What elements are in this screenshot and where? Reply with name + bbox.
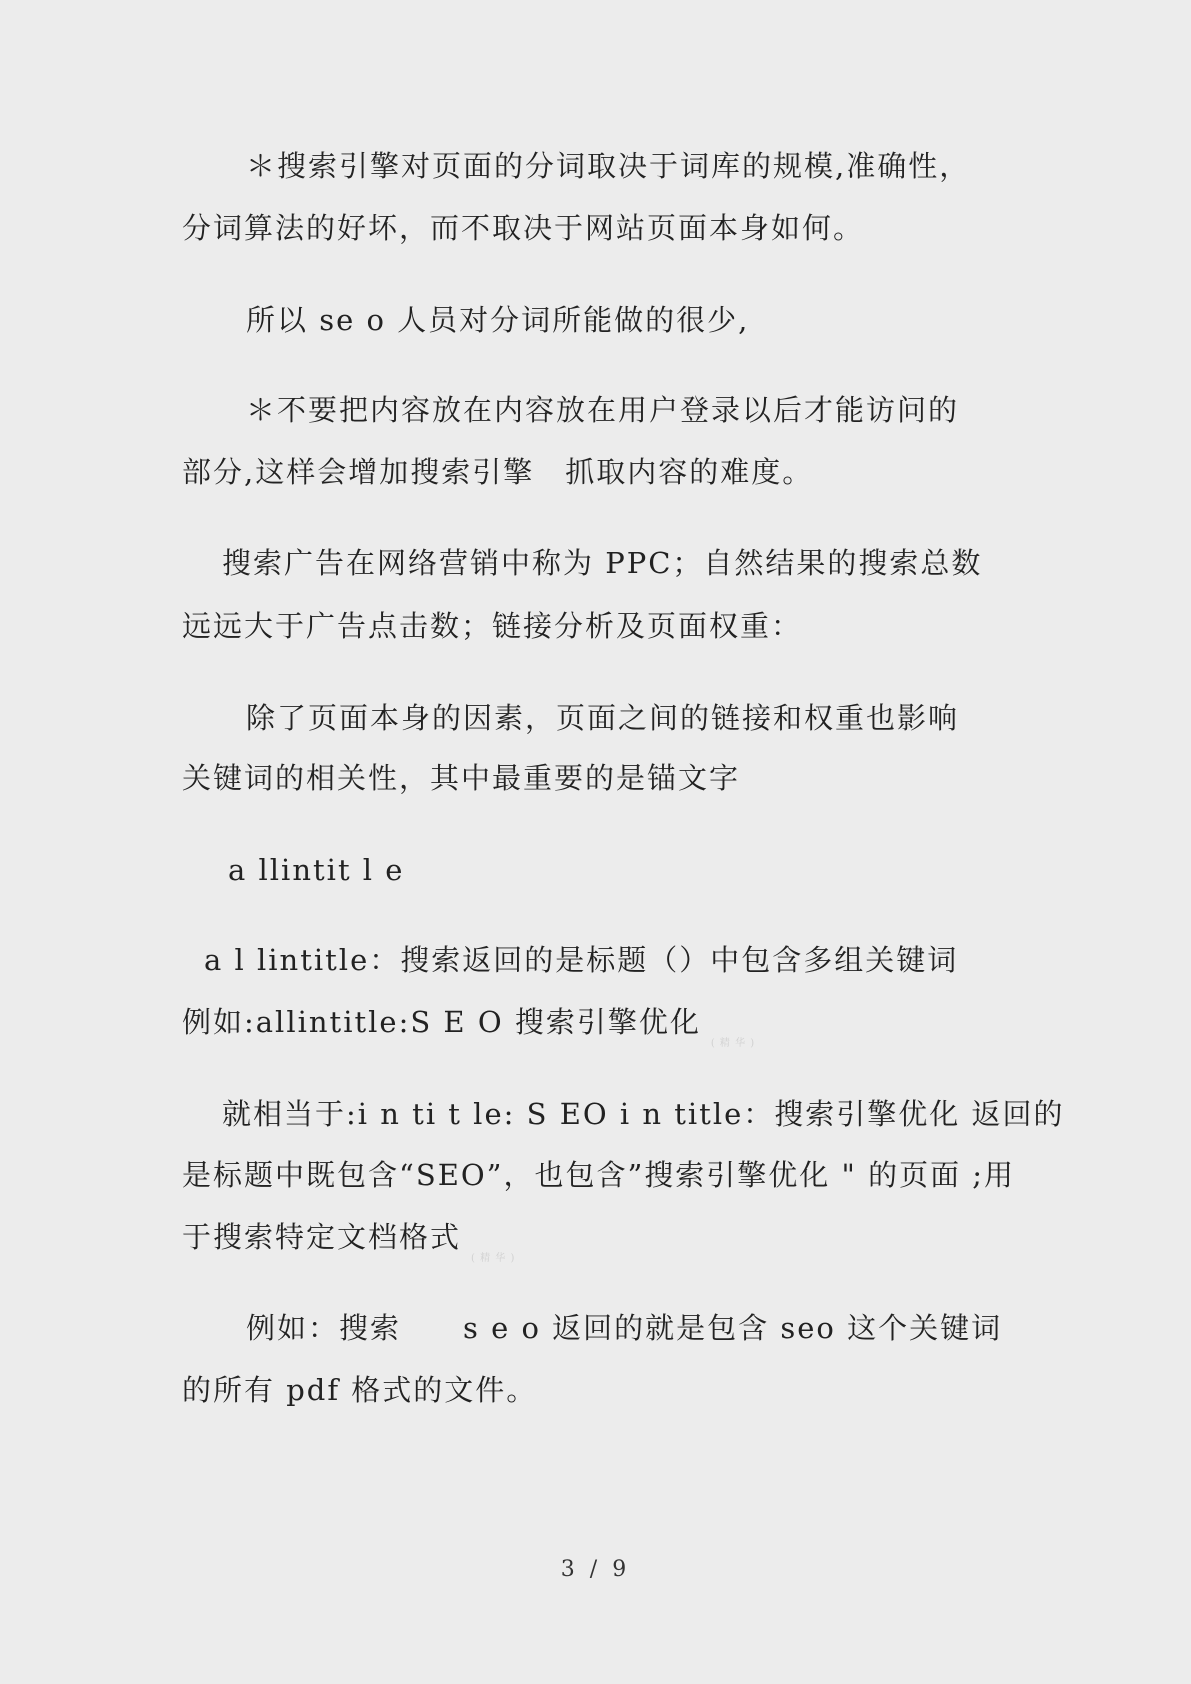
- text-line: 部分,这样会增加搜索引擎 抓取内容的难度。: [182, 455, 814, 489]
- text-line: a l lintitle：搜索返回的是标题（）中包含多组关键词: [204, 943, 959, 977]
- text-line: a llintit l e: [228, 853, 405, 887]
- page-number: 3 / 9: [560, 1557, 631, 1582]
- text-line-with-watermark: [182, 1217, 515, 1279]
- watermark-label: ( 精 华 ): [471, 1253, 516, 1264]
- text-line: 远远大于广告点击数；链接分析及页面权重：: [182, 609, 803, 643]
- text-line: 分词算法的好坏，而不取决于网站页面本身如何。: [182, 211, 865, 245]
- text-line: 除了页面本身的因素，页面之间的链接和权重也影响: [246, 701, 960, 735]
- text-line: ＊不要把内容放在内容放在用户登录以后才能访问的: [246, 393, 960, 427]
- text-line: 关键词的相关性，其中最重要的是锚文字: [182, 761, 741, 795]
- text-line: 所以 se o 人员对分词所能做的很少,: [246, 303, 750, 337]
- text-line: 是标题中既包含“SEO”，也包含”搜索引擎优化 " 的页面 ;用: [182, 1158, 1016, 1192]
- text-line: 例如:allintitle:S E O 搜索引擎优化: [182, 1005, 701, 1039]
- watermark-label: ( 精 华 ): [710, 1038, 756, 1049]
- text-line: 的所有 pdf 格式的文件。: [182, 1373, 538, 1407]
- text-line: ＊搜索引擎对页面的分词取决于词库的规模,准确性，: [246, 149, 971, 183]
- text-line: 于搜索特定文档格式: [182, 1220, 462, 1254]
- text-line: 搜索广告在网络营销中称为 PPC；自然结果的搜索总数: [222, 546, 983, 580]
- text-line: 就相当于:i n ti t le: S EO i n title：搜索引擎优化 返回的: [222, 1097, 1065, 1131]
- text-line-with-watermark: [182, 1002, 755, 1064]
- text-line: 例如：搜索 s e o 返回的就是包含 seo 这个关键词: [246, 1311, 1003, 1345]
